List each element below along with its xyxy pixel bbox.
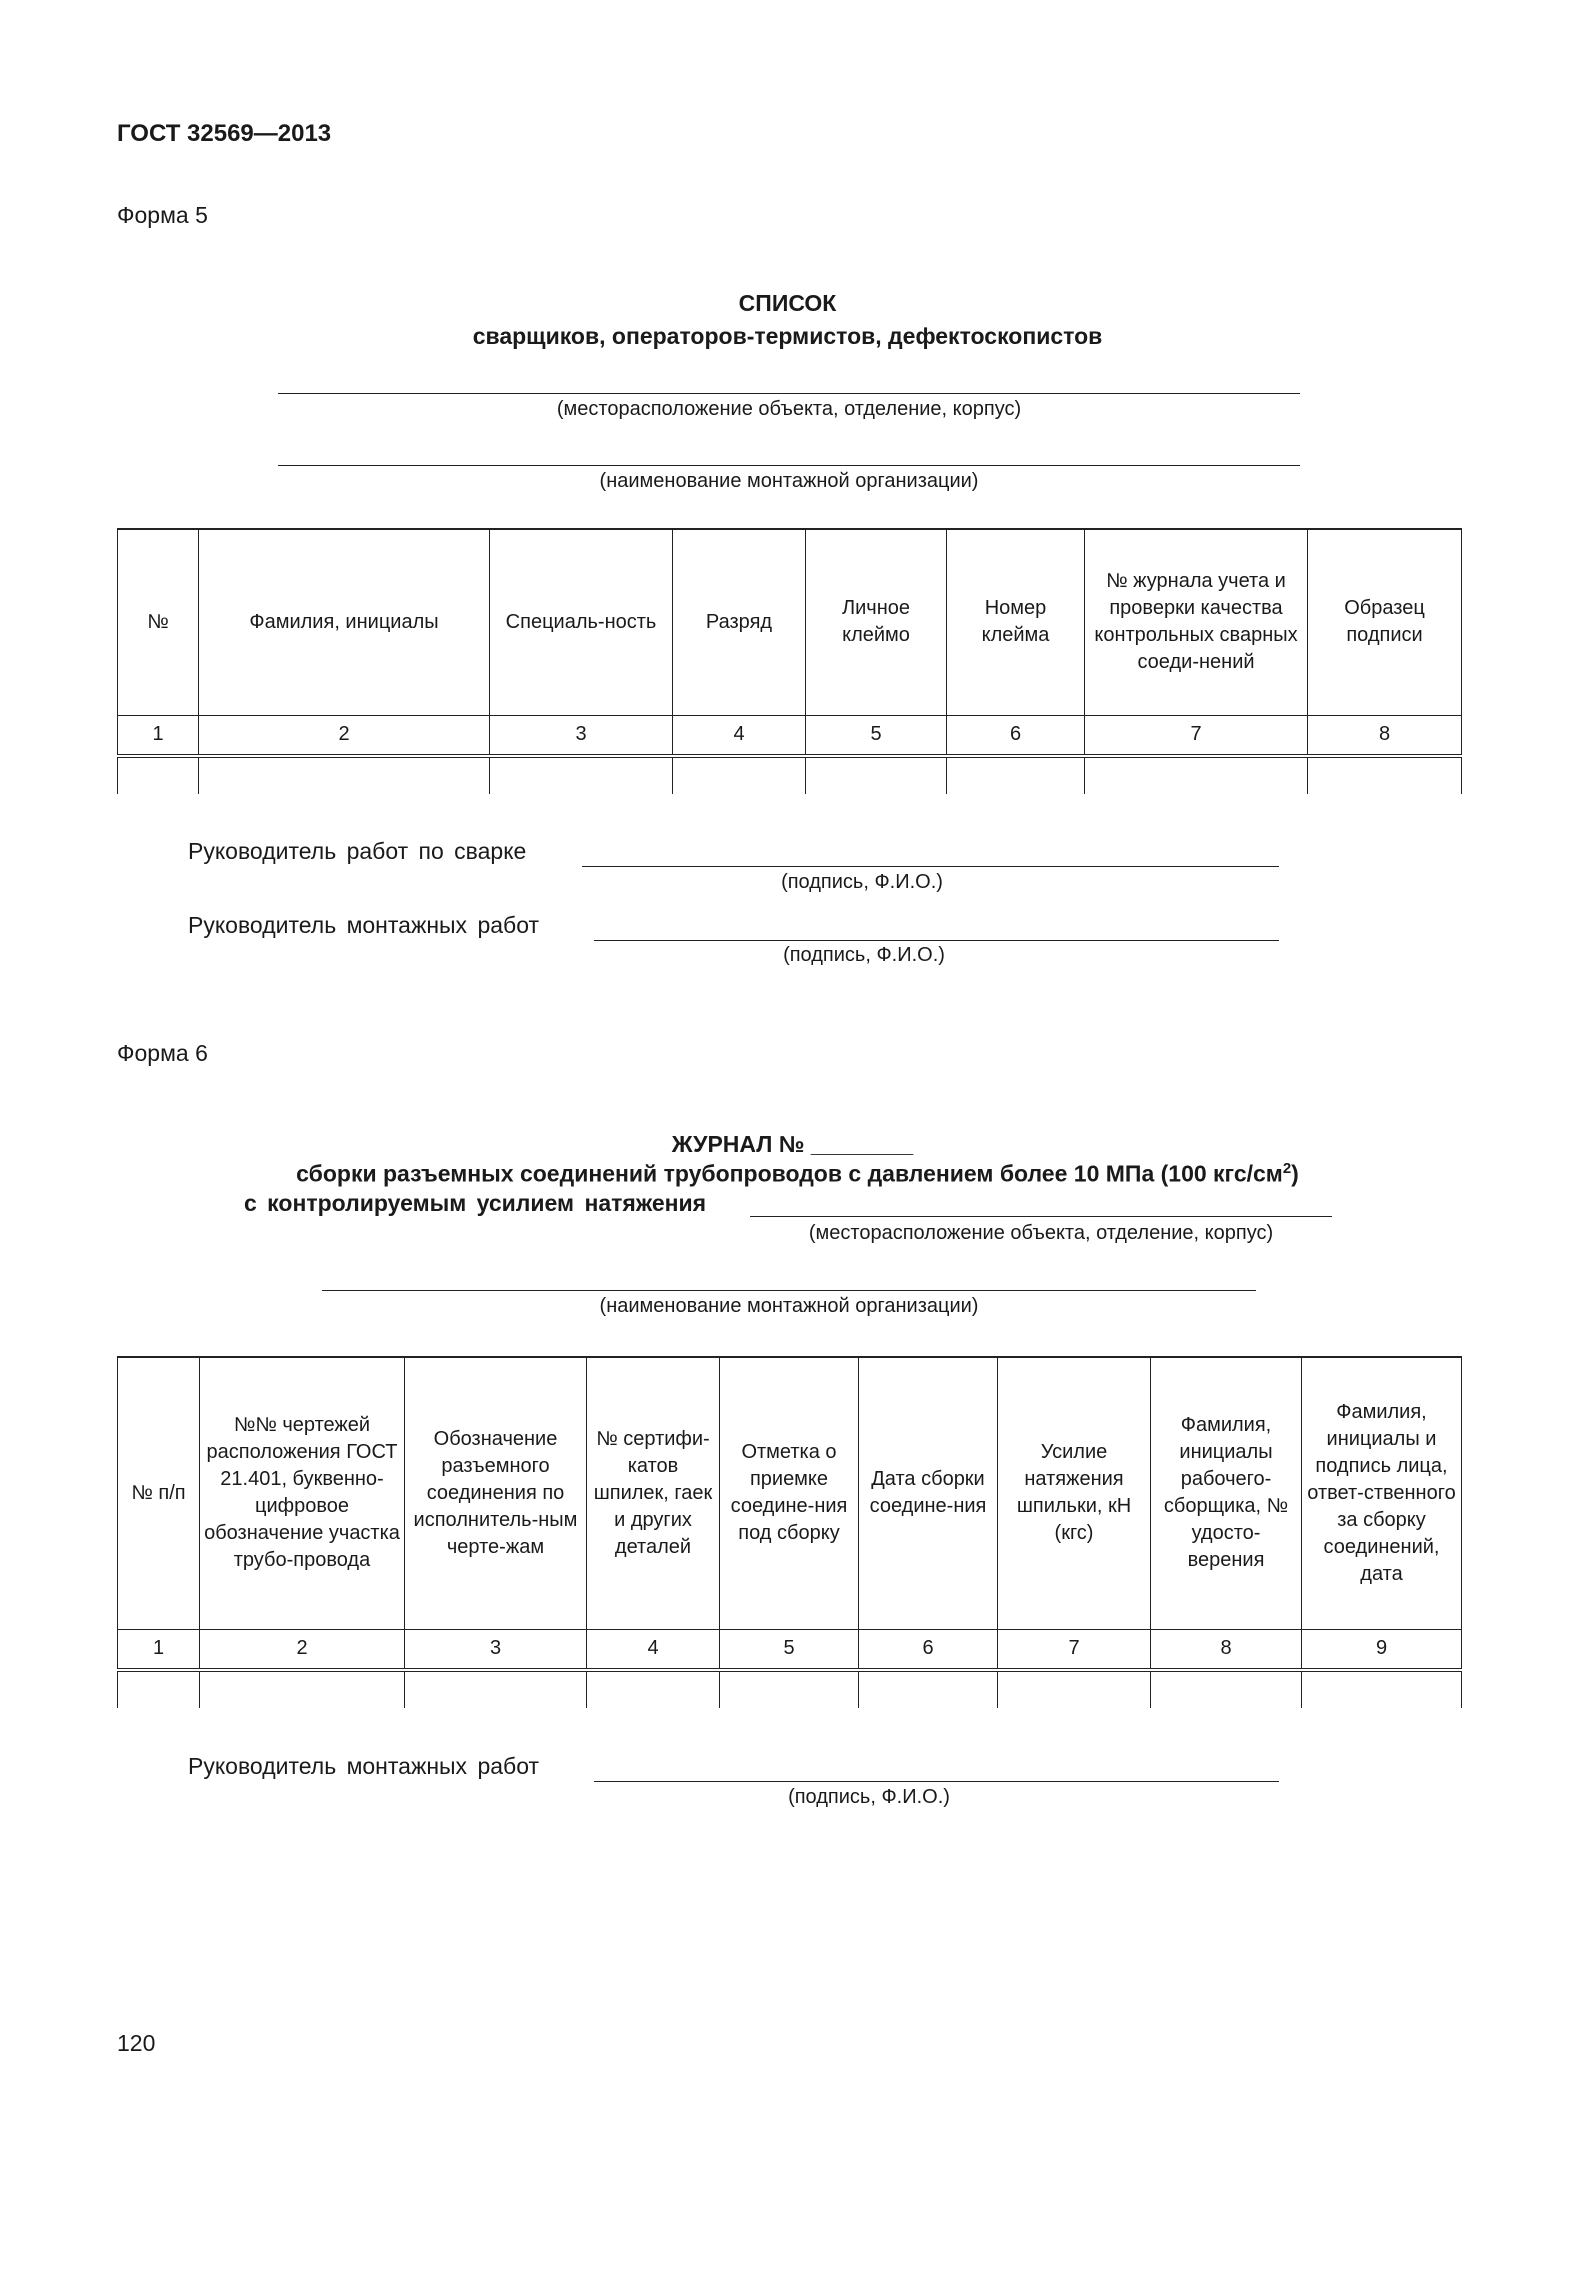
form5-table xyxy=(117,528,1462,794)
form6-org-line xyxy=(322,1290,1256,1291)
form6-sign-label: Руководитель монтажных работ xyxy=(188,1753,540,1779)
form6-empty-cell xyxy=(200,1670,405,1708)
form5-num-1: 1 xyxy=(118,715,199,756)
form6-num-1: 1 xyxy=(118,1629,200,1670)
form5-num-7: 7 xyxy=(1085,715,1308,756)
form6-num-9: 9 xyxy=(1302,1629,1462,1670)
form6-col-tension-force: Усилие натяжения шпильки, кН (кгс) xyxy=(998,1357,1151,1629)
form5-empty-cell xyxy=(1308,756,1462,794)
page-number: 120 xyxy=(117,2030,156,2056)
form6-num-5: 5 xyxy=(720,1629,859,1670)
form5-empty-cell xyxy=(118,756,199,794)
form5-col-number: № xyxy=(118,529,199,715)
form5-col-name: Фамилия, инициалы xyxy=(199,529,490,715)
form5-col-stamp-number: Номер клейма xyxy=(947,529,1085,715)
standard-code: ГОСТ 32569—2013 xyxy=(117,120,332,147)
form6-empty-cell xyxy=(405,1670,587,1708)
form6-sign-line xyxy=(594,1781,1279,1782)
form6-sign-caption: (подпись, Ф.И.О.) xyxy=(788,1786,950,1808)
form5-col-journal: № журнала учета и проверки качества контрольных сварных соеди-нений xyxy=(1085,529,1308,715)
form5-sign2-caption: (подпись, Ф.И.О.) xyxy=(783,944,945,966)
form6-num-2: 2 xyxy=(200,1629,405,1670)
form6-subtitle-sup: 2 xyxy=(1282,1160,1292,1177)
form5-num-2: 2 xyxy=(199,715,490,756)
form6-col-responsible: Фамилия, инициалы и подпись лица, ответ-ственного за сборку соединений, дата xyxy=(1302,1357,1462,1629)
form6-location-line xyxy=(750,1216,1332,1217)
form5-num-4: 4 xyxy=(673,715,806,756)
form6-location-caption: (месторасположение объекта, отделение, корпус) xyxy=(808,1222,1274,1244)
form5-sign1-label: Руководитель работ по сварке xyxy=(188,838,527,864)
form5-sign2-line xyxy=(594,940,1279,941)
form6-col-assembly-date: Дата сборки соедине-ния xyxy=(859,1357,998,1629)
form6-subtitle-main: сборки разъемных соединений трубопроводов с давлением более 10 МПа (100 кгс/см xyxy=(296,1160,1283,1187)
form6-tension-label: с контролируемым усилием натяжения xyxy=(244,1190,707,1216)
form5-empty-cell xyxy=(673,756,806,794)
form6-subtitle xyxy=(10,1160,1575,1188)
form6-num-6: 6 xyxy=(859,1629,998,1670)
form6-col-assembler: Фамилия, инициалы рабочего-сборщика, № удосто-верения xyxy=(1151,1357,1302,1629)
form6-col-number: № п/п xyxy=(118,1357,200,1629)
form6-num-7: 7 xyxy=(998,1629,1151,1670)
form6-empty-cell xyxy=(998,1670,1151,1708)
form5-org-caption: (наименование монтажной организации) xyxy=(599,470,979,492)
form6-label: Форма 6 xyxy=(117,1040,208,1066)
form6-num-3: 3 xyxy=(405,1629,587,1670)
form5-location-caption: (месторасположение объекта, отделение, корпус) xyxy=(556,398,1022,420)
form6-num-8: 8 xyxy=(1151,1629,1302,1670)
form5-location-line xyxy=(278,393,1300,394)
form6-empty-cell xyxy=(587,1670,720,1708)
form6-col-drawings: №№ чертежей расположения ГОСТ 21.401, буквенно-цифровое обозначение участка трубо-провода xyxy=(200,1357,405,1629)
form6-title: ЖУРНАЛ № ________ xyxy=(671,1131,914,1157)
form6-empty-cell xyxy=(1151,1670,1302,1708)
form6-col-acceptance-mark: Отметка о приемке соедине-ния под сборку xyxy=(720,1357,859,1629)
form5-empty-cell xyxy=(947,756,1085,794)
form6-empty-cell xyxy=(118,1670,200,1708)
form5-num-6: 6 xyxy=(947,715,1085,756)
form5-col-grade: Разряд xyxy=(673,529,806,715)
form5-sign1-caption: (подпись, Ф.И.О.) xyxy=(781,871,943,893)
form5-num-3: 3 xyxy=(490,715,673,756)
form5-col-personal-stamp: Личное клеймо xyxy=(806,529,947,715)
form6-col-certificates: № сертифи-катов шпилек, гаек и других деталей xyxy=(587,1357,720,1629)
form6-empty-cell xyxy=(720,1670,859,1708)
form6-empty-cell xyxy=(1302,1670,1462,1708)
form5-sign1-line xyxy=(582,866,1279,867)
form5-org-line xyxy=(278,465,1300,466)
form5-title: СПИСОК xyxy=(738,290,837,316)
form5-empty-cell xyxy=(1085,756,1308,794)
form5-num-5: 5 xyxy=(806,715,947,756)
form5-sign2-label: Руководитель монтажных работ xyxy=(188,912,540,938)
form5-num-8: 8 xyxy=(1308,715,1462,756)
form6-col-joint-designation: Обозначение разъемного соединения по исполнитель-ным черте-жам xyxy=(405,1357,587,1629)
form6-num-4: 4 xyxy=(587,1629,720,1670)
form5-empty-cell xyxy=(806,756,947,794)
form5-label: Форма 5 xyxy=(117,202,208,228)
form5-col-signature-sample: Образец подписи xyxy=(1308,529,1462,715)
form5-subtitle: сварщиков, операторов-термистов, дефектоскопистов xyxy=(472,323,1103,349)
form5-empty-cell xyxy=(490,756,673,794)
form6-subtitle-end: ) xyxy=(1291,1160,1299,1187)
form6-org-caption: (наименование монтажной организации) xyxy=(599,1295,979,1317)
form5-empty-cell xyxy=(199,756,490,794)
form6-table xyxy=(117,1356,1462,1708)
form6-empty-cell xyxy=(859,1670,998,1708)
form5-col-specialty: Специаль-ность xyxy=(490,529,673,715)
